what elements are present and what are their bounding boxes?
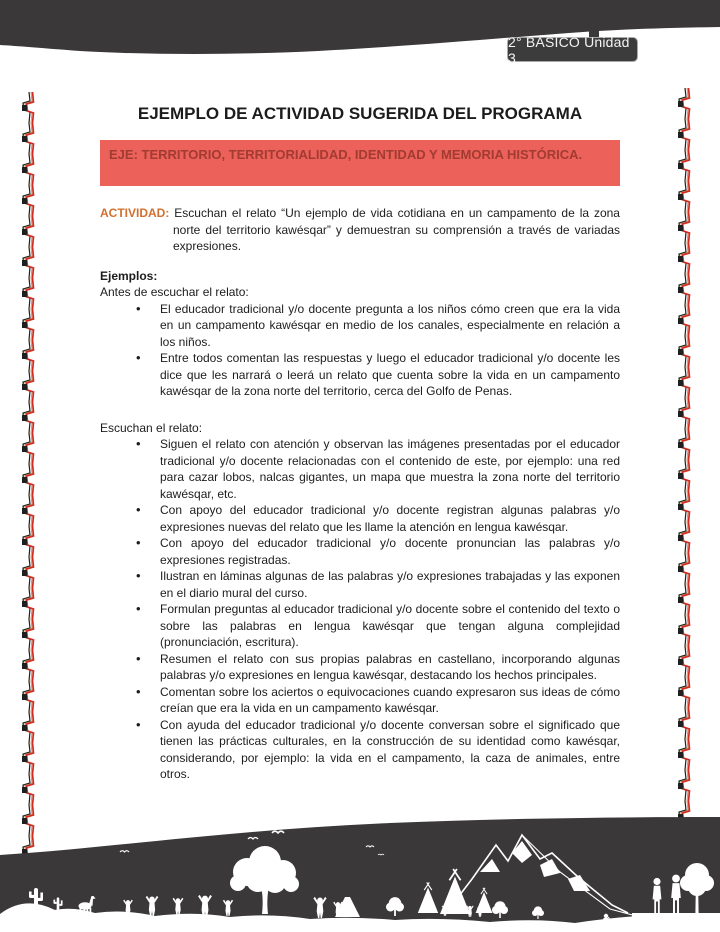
activity-paragraph bbox=[100, 205, 620, 255]
listening-heading: Escuchan el relato: bbox=[100, 420, 203, 435]
list-item: • Con ayuda del educador tradicional y/o docente conversan sobre el significado que tienen las prácticas culturales, en la construcción de su identidad como kawésqar, considerando, por ejemplo: la vida en el campamento, la caza de animales, entre otros. bbox=[100, 717, 620, 783]
list-item: • Formulan preguntas al educador tradicional y/o docente sobre el contenido del texto o sobre las palabras en lengua kawésqar que tengan alguna complejidad (pronunciación, escritura). bbox=[100, 601, 620, 651]
before-listening-list bbox=[100, 301, 620, 400]
document-body bbox=[100, 0, 620, 783]
before-listening-heading: Antes de escuchar el relato: bbox=[100, 285, 249, 299]
list-item: • Con apoyo del educador tradicional y/o docente registran algunas palabras y/o expresiones nuevas del relato que les llame la atención en lengua kawésqar. bbox=[100, 502, 620, 535]
eje-banner: EJE: TERRITORIO, TERRITORIALIDAD, IDENTIDAD Y MEMORIA HISTÓRICA. bbox=[100, 140, 620, 186]
landscape-silhouette-illustration bbox=[0, 817, 720, 932]
page-title: EJEMPLO DE ACTIVIDAD SUGERIDA DEL PROGRAMA bbox=[137, 104, 583, 123]
activity-label: ACTIVIDAD: bbox=[100, 206, 170, 220]
list-item: • El educador tradicional y/o docente pregunta a los niños cómo creen que era la vida en un campamento kawésqar en medio de los canales, especialmente en relación a los niños. bbox=[100, 301, 620, 351]
list-item: • Ilustran en láminas algunas de las palabras y/o expresiones trabajadas y las exponen en el diario mural del curso. bbox=[100, 568, 620, 601]
list-item: • Siguen el relato con atención y observan las imágenes presentadas por el educador tradicional y/o docente relacionadas con el contenido de este, por ejemplo: una red para cazar lobos, nalcas gigantes, un mapa que muestra la zona norte del territorio kawésqar, etc. bbox=[100, 436, 620, 502]
rabbit-silhouette bbox=[655, 916, 660, 921]
textile-zigzag-border-right bbox=[676, 88, 700, 860]
list-item: • Entre todos comentan las respuestas y luego el educador tradicional y/o docente les dice que les narrará o leerá un relato que cuenta sobre la vida en un campamento kawésqar de la zona norte del territorio, cerca del Golfo de Penas. bbox=[100, 350, 620, 400]
listening-list bbox=[100, 436, 620, 783]
unit-badge: 2° BÁSICO Unidad 3 bbox=[507, 37, 638, 62]
list-item: • Resumen el relato con sus propias palabras en castellano, incorporando algunas palabras y/o expresiones en lengua kawésqar, destacando los hechos principales. bbox=[100, 651, 620, 684]
list-item: • Comentan sobre los aciertos o equivocaciones cuando expresaron sus ideas de cómo creían que era la vida en un campamento kawésqar. bbox=[100, 684, 620, 717]
list-item: • Con apoyo del educador tradicional y/o docente pronuncian las palabras y/o expresiones registradas. bbox=[100, 535, 620, 568]
examples-heading: Ejemplos: bbox=[100, 268, 158, 283]
textile-zigzag-border-left bbox=[20, 92, 44, 858]
activity-text: Escuchan el relato “Un ejemplo de vida cotidiana en un campamento de la zona norte del territorio kawésqar” y demuestran su comprensión a través de variadas expresiones. bbox=[173, 206, 620, 253]
